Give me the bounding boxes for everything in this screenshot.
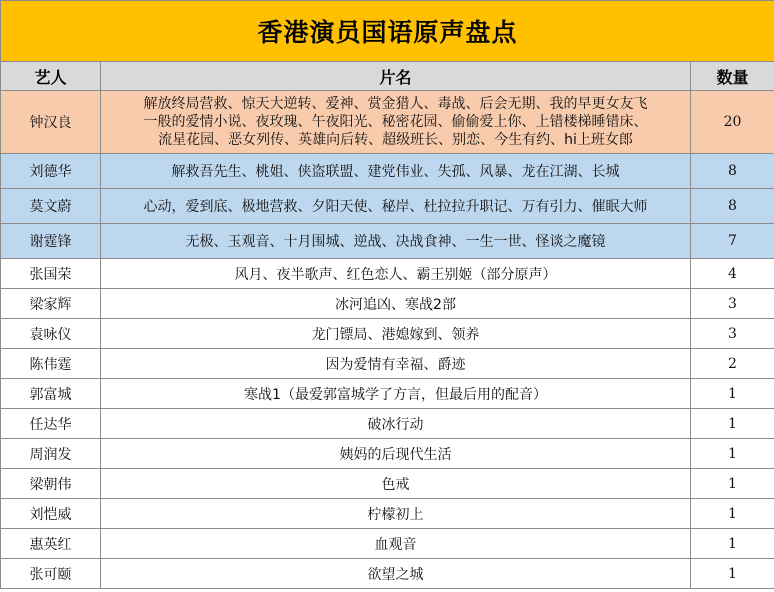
artist-cell: 陈伟霆 [1,349,101,379]
artist-cell: 谢霆锋 [1,224,101,259]
artist-cell: 莫文蔚 [1,189,101,224]
films-cell: 柠檬初上 [101,499,691,529]
count-cell: 4 [691,259,774,289]
count-cell: 1 [691,439,774,469]
table-row [1,189,774,224]
films-cell: 冰河追凶、寒战2部 [101,289,691,319]
artist-cell: 梁家辉 [1,289,101,319]
table-row [1,319,774,349]
films-cell: 色戒 [101,469,691,499]
films-cell: 无极、玉观音、十月围城、逆战、决战食神、一生一世、怪谈之魔镜 [101,224,691,259]
table-row [1,439,774,469]
count-cell: 7 [691,224,774,259]
films-line: 流星花园、恶女列传、英雄向后转、超级班长、别恋、今生有约、hi上班女郎 [158,132,633,148]
table-row [1,529,774,559]
header-row [1,62,774,91]
table-row [1,91,774,154]
table-row [1,559,774,589]
count-cell: 8 [691,154,774,189]
films-cell: 寒战1（最爱郭富城学了方言，但最后用的配音） [101,379,691,409]
table-row [1,409,774,439]
films-cell: 心动，爱到底、极地营救、夕阳天使、秘岸、杜拉拉升职记、万有引力、催眠大师 [101,189,691,224]
table-row [1,469,774,499]
artist-cell: 任达华 [1,409,101,439]
header-count: 数量 [691,62,774,91]
header-films: 片名 [101,62,691,91]
films-cell [101,91,691,154]
films-cell: 姨妈的后现代生活 [101,439,691,469]
films-cell: 血观音 [101,529,691,559]
artist-cell: 惠英红 [1,529,101,559]
table-row [1,154,774,189]
artist-cell: 张可颐 [1,559,101,589]
count-cell: 1 [691,379,774,409]
count-cell: 2 [691,349,774,379]
films-cell: 解救吾先生、桃姐、侠盗联盟、建党伟业、失孤、风暴、龙在江湖、长城 [101,154,691,189]
table-row [1,259,774,289]
count-cell: 1 [691,409,774,439]
artist-cell: 袁咏仪 [1,319,101,349]
films-cell: 破冰行动 [101,409,691,439]
count-cell: 1 [691,499,774,529]
artist-cell: 梁朝伟 [1,469,101,499]
artist-cell: 钟汉良 [1,91,101,154]
count-cell: 1 [691,469,774,499]
table-row [1,349,774,379]
artist-cell: 郭富城 [1,379,101,409]
artist-cell: 周润发 [1,439,101,469]
table-row [1,224,774,259]
table-row [1,499,774,529]
films-cell: 龙门镖局、港媳嫁到、领养 [101,319,691,349]
header-artist: 艺人 [1,62,101,91]
films-cell: 因为爱情有幸福、爵迹 [101,349,691,379]
count-cell: 3 [691,289,774,319]
table-row [1,379,774,409]
films-line: 解放终局营救、惊天大逆转、爱神、赏金猎人、毒战、后会无期、我的早更女友飞 [143,96,648,112]
count-cell: 8 [691,189,774,224]
films-cell: 欲望之城 [101,559,691,589]
count-cell: 20 [691,91,774,154]
films-line: 一般的爱情小说、夜玫瑰、午夜阳光、秘密花园、偷偷爱上你、上错楼梯睡错床、 [143,114,648,130]
artist-cell: 张国荣 [1,259,101,289]
artist-cell: 刘德华 [1,154,101,189]
artist-cell: 刘恺威 [1,499,101,529]
table-title: 香港演员国语原声盘点 [1,1,774,62]
table-row [1,289,774,319]
count-cell: 3 [691,319,774,349]
films-cell: 风月、夜半歌声、红色恋人、霸王别姬（部分原声） [101,259,691,289]
count-cell: 1 [691,559,774,589]
count-cell: 1 [691,529,774,559]
